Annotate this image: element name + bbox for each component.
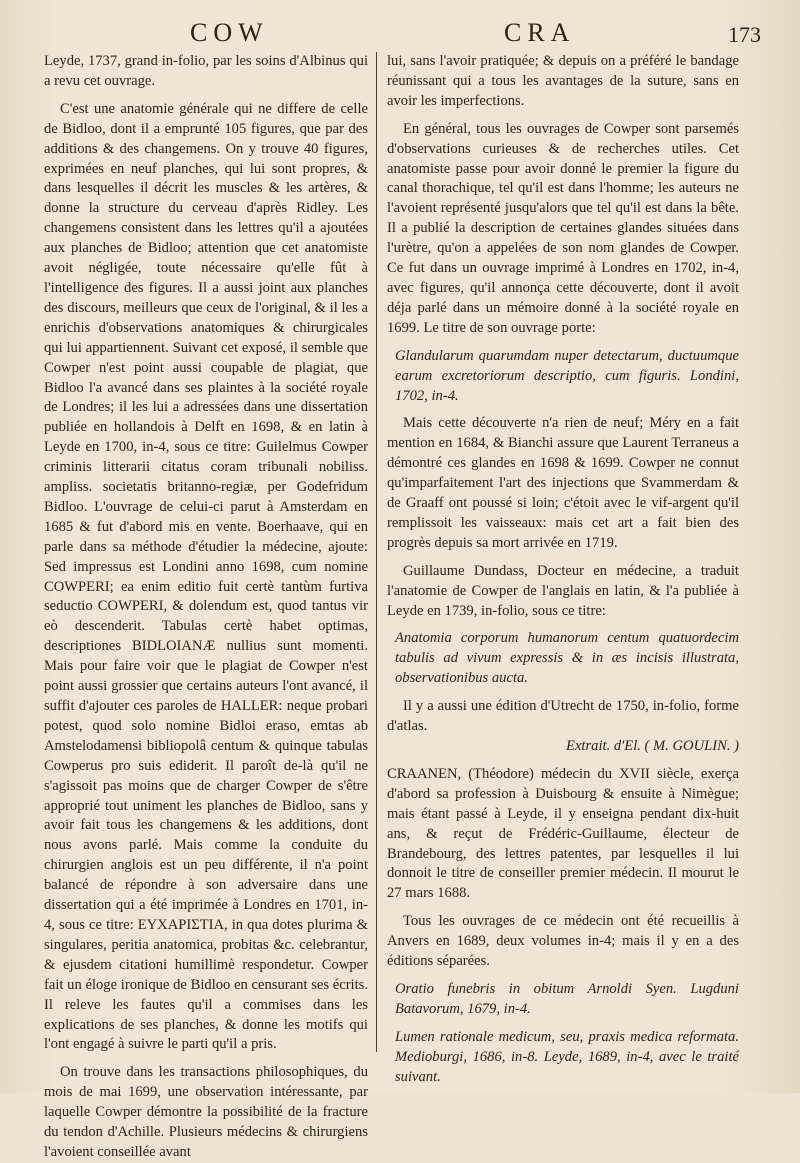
- right-paragraph-dundass: Guillaume Dundass, Docteur en médecine, a traduit l'anatomie de Cowper de l'anglais en latin, & l'a publiée à Leyde en 1739, in-folio, sous ce titre:: [387, 562, 739, 619]
- right-paragraph-tous: Tous les ouvrages de ce médecin ont été recueillis à Anvers en 1689, deux volumes in-4; mais il y en a des éditions séparées.: [387, 913, 739, 970]
- running-head-right: CRA: [504, 18, 576, 47]
- entry-craanen: CRAANEN, (Théodore) médecin du XVII siècle, exerça d'abord sa profession à Duisbourg & ensuite à Nimègue; mais étant passé à Leyde, il y enseigna pendant dix-huit ans, & reçut de Frédéric-Guillaume, électeur de Brandebourg, des lettres patentes, par lesquelles il lui donnoit le titre de conseiller premier médecin. Il mourut le 27 mars 1688.: [387, 765, 739, 902]
- right-continuation: lui, sans l'avoir pratiquée; & depuis on a préféré le bandage réunissant qui a tous les avantages de la suture, sans en avoir les imperfections.: [387, 53, 739, 109]
- right-paragraph-mery: Mais cette découverte n'a rien de neuf; Méry en a fait mention en 1684, & Bianchi assure que Laurent Terraneus a démontré ces glandes en 1698 & 1699. Cowper ne connut qu'imparfaitement l'art des injections que Svammerdam & de Graaff ont poussé si loin; c'étoit avec le vif-argent qu'il remplissoit les vaisseaux: mais cet art a fait bien des progrès depuis sa mort arrivée en 1719.: [387, 415, 739, 551]
- quote-oratio: Oratio funebris in obitum Arnoldi Syen. Lugduni Batavorum, 1679, in-4.: [395, 980, 739, 1017]
- left-opening-line: Leyde, 1737, grand in-folio, par les soins d'Albinus qui a revu cet ouvrage.: [44, 53, 368, 89]
- page-number: 173: [728, 22, 761, 47]
- right-paragraph-general: En général, tous les ouvrages de Cowper sont parsemés d'observations curieuses & de recherches utiles. Cet anatomiste passe pour avoir donné le premier la figure du canal thorachique, tel qu'il est dans l'homme; les auteurs ne l'avoient représenté jusqu'alors que tel qu'il est dans la bête. Il a publié la description de certaines glandes situées dans l'urètre, qu'on a appelées de son nom glandes de Cowper. Ce fut dans un ouvrage imprimé à Londres en 1702, in-4, avec figures, qu'il annonça cette découverte, dont il avoit déja parlé dans un mémoire donné à la société royale en 1699. Le titre de son ouvrage porte:: [387, 120, 739, 336]
- left-column: [44, 52, 368, 1163]
- quote-glandularum: Glandularum quarumdam nuper detectarum, ductuumque earum excretoriorum descriptio, cum figuris. Londini, 1702, in-4.: [395, 347, 739, 404]
- right-paragraph-utrecht: Il y a aussi une édition d'Utrecht de 1750, in-folio, forme d'atlas.: [387, 698, 739, 735]
- column-divider: [376, 52, 377, 1052]
- left-paragraph-anatomie: C'est une anatomie générale qui ne differe de celle de Bidloo, dont il a emprunté 105 figures, que par des additions & des changemens. On y trouve 40 figures, exprimées en neuf planches, qui lui sont propres, & dans lesquelles il décrit les muscles & les artères, & donne la structure du cerveau d'après Ridley. Les changemens consistent dans les lettres qu'il a ajoutées aux planches de Bidloo; attention que cet anatomiste avoit négligée, toute nécessaire qu'elle fût à l'intelligence des figures. Il a aussi joint aux planches des discours, meilleurs que ceux de l'original, & il les a enrichis d'observations anatomiques & chirurgicales qui lui appartiennent. Suivant cet exposé, il semble que Cowper n'est point aussi coupable de plagiat, que Bidloo l'a avancé dans ses plaintes à la société royale de Londres; il les lui a adressées dans une dissertation publiée en hollandois à Delft en 1698, & en latin à Leyde en 1700, in-4, sous ce titre: Guilelmus Cowper criminis litterarii citatus coram tribunali nobiliss. ampliss. societatis britanno-regiæ, per Godefridum Bidloo. L'ouvrage de celui-ci parut à Amsterdam en 1685 & fut d'abord mis en vente. Boerhaave, qui en parle dans sa méthode d'étudier la médecine, ajoute: Sed impressus est Londini anno 1698, cum nomine COWPERI; ea enim editio fuit certè tantùm furtiva seductio COWPERI, & dolendum est, quod tantus vir eò descenderit. Tabulas certè habet optimas, descriptiones BIDLOIANÆ nullius sunt momenti. Mais pour faire voir que le plagiat de Cowper n'est point aussi grossier que certains auteurs l'ont avancé, il suffit d'ajouter ces paroles de HALLER: neque probari potest, quod solo nomine Bidloi eraso, emtas ab Amstelodamensi bibliopolâ centum & quinque tabulas Cowperus pro suis ediderit. Il paroît de-là qu'il ne s'agissoit pas moins que de charger Cowper de s'être approprié tout uniment les planches de Bidloo, sans y avoir fait tous les changemens & les additions, dont nous avons parlé. Mais comme la conduite du chirurgien anglois est un peu différente, il n'a point balancé de répondre à son adversaire dans une dissertation qui a été imprimée à Londres en 1701, in-4, sous ce titre: ΕΥΧΑΡΙΣΤΙΑ, in qua dotes plurima & singulares, peritia anatomica, probitas &c. celebrantur, & ejusdem citationi humillimè respondetur. Cowper fait un éloge ironique de Bidloo en censurant ses écrits. Il releve les fautes qu'il a commises dans les explications de ses planches, & donne les motifs qui l'ont engagé à suivre le parti qu'il a pris.: [44, 100, 368, 1053]
- quote-anatomia: Anatomia corporum humanorum centum quatuordecim tabulis ad vivum expressis & in æs incisis illustrata, observationibus aucta.: [395, 630, 739, 687]
- running-head-left: COW: [190, 18, 269, 47]
- right-column: [387, 52, 739, 1088]
- left-paragraph-transactions: On trouve dans les transactions philosophiques, du mois de mai 1699, une observation intéressante, par laquelle Cowper démontre la possibilité de la fracture du tendon d'Achille. Plusieurs médecins & chirurgiens l'avoient conseillée avant: [44, 1064, 368, 1160]
- quote-lumen: Lumen rationale medicum, seu, praxis medica reformata. Medioburgi, 1686, in-8. Leyde, 1689, in-4, avec le traité suivant.: [395, 1028, 739, 1085]
- article-signature: Extrait. d'El. ( M. GOULIN. ): [566, 738, 739, 754]
